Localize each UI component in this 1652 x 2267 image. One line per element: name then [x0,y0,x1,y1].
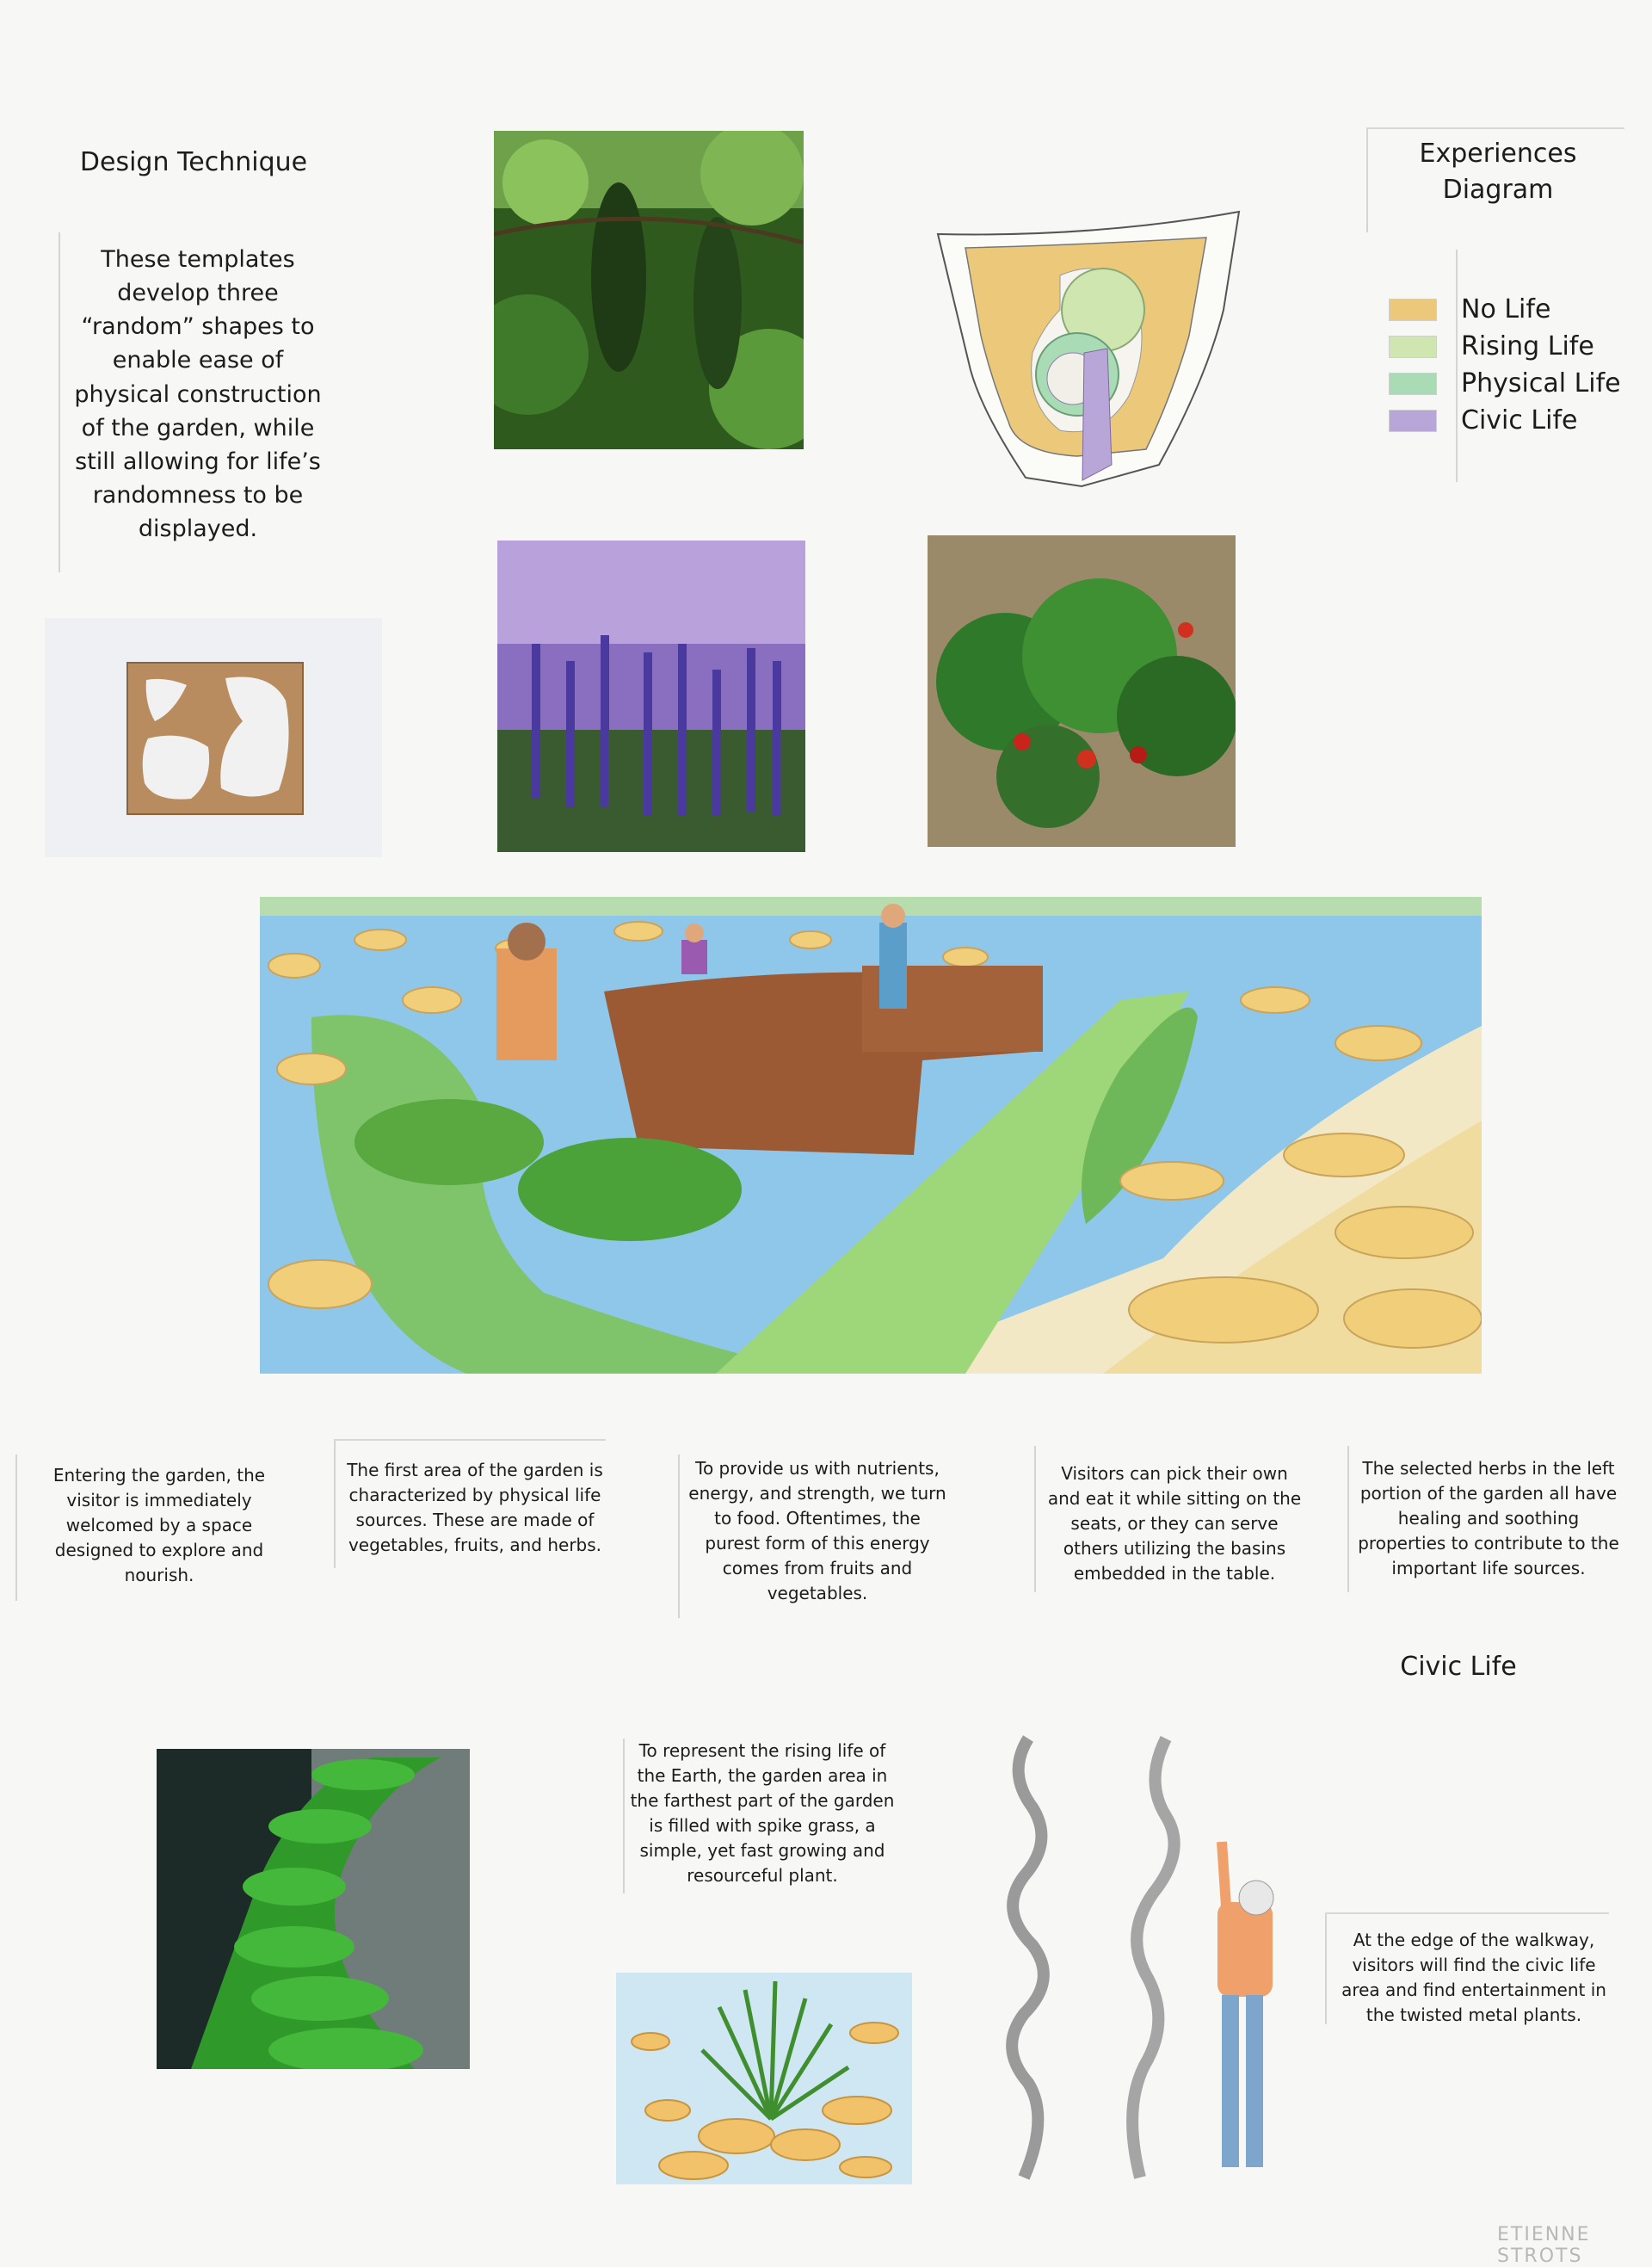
caption-herbs [1351,1456,1626,1581]
lavender-photo [497,540,805,852]
caption-line: energy, and strength, we turn [688,1483,946,1504]
caption-nutrients [680,1456,955,1606]
caption-line: sources. These are made of [355,1510,595,1530]
text-line: develop three [117,280,279,307]
caption-line: characterized by physical life [348,1485,601,1505]
text-line: is filled with spike grass, a [649,1815,876,1836]
caption-line: properties to contribute to the [1358,1533,1619,1554]
text-line: displayed. [138,516,258,543]
legend-swatch [1389,299,1437,321]
legend-item-rising-life [1389,331,1594,361]
caption-line: and eat it while sitting on the [1047,1488,1302,1509]
caption-line: others utilizing the basins [1063,1538,1286,1559]
text-line: simple, yet fast growing and [639,1840,885,1861]
text-line: To represent the rising life of [638,1740,886,1761]
cucumber-photo [494,131,804,449]
caption-line: To provide us with nutrients, [695,1458,940,1479]
artist-signature: ETIENNE STROTS [1497,2224,1591,2267]
text-line: the farthest part of the garden [630,1790,895,1811]
text-line: randomness to be [92,481,304,509]
legend-label: Physical Life [1461,368,1621,398]
text-line: still allowing for life’s [75,448,321,475]
legend-item-no-life [1389,294,1550,324]
caption-line: comes from fruits and [722,1558,913,1578]
title-line: Experiences [1419,139,1577,169]
caption-line: embedded in the table. [1073,1563,1276,1584]
legend-item-physical-life [1389,368,1621,398]
text-line: resourceful plant. [687,1865,838,1886]
caption-line: Visitors can pick their own [1061,1463,1288,1484]
legend-swatch [1389,336,1437,358]
cardboard-template-photo [45,618,382,857]
text-line: These templates [101,246,295,273]
design-technique-text [60,243,336,546]
caption-line: The selected herbs in the left [1362,1458,1615,1479]
spike-grass-drawing [616,1973,912,2184]
rising-life-text [625,1739,900,1888]
text-line: enable ease of [112,347,284,374]
caption-line: healing and soothing [1397,1508,1580,1529]
caption-visitors-pick [1041,1461,1308,1586]
moss-stepping-stones-photo [157,1749,470,2069]
text-line: “random” shapes to [81,313,315,341]
text-line: At the edge of the walkway, [1353,1930,1595,1950]
legend-swatch [1389,410,1437,432]
legend-label: Civic Life [1461,405,1578,435]
text-line: of the garden, while [81,414,315,442]
legend-label: No Life [1461,294,1551,324]
experiences-diagram-drawing [931,207,1246,491]
caption-line: portion of the garden all have [1359,1483,1618,1504]
caption-line: The first area of the garden is [347,1460,603,1480]
text-line: area and find entertainment in [1341,1980,1606,2000]
civic-life-title: Civic Life [1400,1652,1517,1682]
text-line: physical construction [74,380,322,408]
caption-line: designed to explore and [54,1540,264,1560]
caption-line: to food. Oftentimes, the [714,1508,921,1529]
legend-swatch [1389,373,1437,395]
caption-line: seats, or they can serve [1070,1513,1279,1534]
caption-line: nourish. [124,1565,194,1585]
legend-item-civic-life [1389,405,1577,435]
text-line: the twisted metal plants. [1365,2004,1582,2025]
civic-life-text [1332,1928,1616,2028]
title-line: Diagram [1442,175,1554,205]
experiences-diagram-title [1377,136,1619,208]
caption-line: visitor is immediately [66,1490,252,1510]
text-line: the Earth, the garden area in [637,1765,888,1786]
caption-first-area [337,1458,613,1558]
caption-line: Entering the garden, the [52,1465,266,1486]
garden-perspective-drawing [260,897,1482,1374]
caption-line: purest form of this energy [705,1533,930,1554]
caption-line: welcomed by a space [65,1515,253,1535]
caption-line: vegetables. [767,1583,868,1603]
legend-label: Rising Life [1461,331,1594,361]
caption-line: important life sources. [1391,1558,1586,1578]
design-technique-title: Design Technique [79,147,308,177]
text-line: visitors will find the civic life [1352,1955,1596,1975]
twisted-metal-plants-drawing [972,1721,1299,2186]
caption-line: vegetables, fruits, and herbs. [348,1535,602,1555]
strawberry-photo [928,535,1236,847]
caption-entering [26,1463,293,1588]
